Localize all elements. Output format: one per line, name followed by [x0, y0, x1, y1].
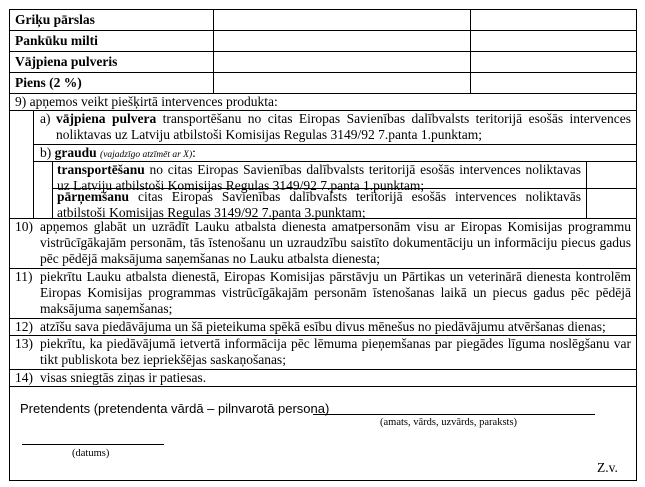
row-divider	[9, 72, 637, 73]
item-10-text: apņemos glabāt un uzrādīt Lauku atbalsta dienesta amatpersonām visu ar Eiropas Komisijas programmu vistrūcīgākajām personām, tās īstenošanu un uzraudzību saistīto dokumentāciju un informāciju piecus gadus pēc pēdējā maksājuma saņemšanas no Lauku atbalsta dienesta;	[40, 219, 631, 266]
item-9a-marker: a)	[40, 111, 51, 126]
item-9b-colon: :	[192, 145, 196, 160]
item-9b-marker: b)	[40, 145, 55, 160]
row-divider	[9, 51, 637, 52]
item-9a-rest: transportēšanu no citas Eiropas Savienības dalībvalsts teritorijā esošās intervences noliktavas uz Latviju atbilstoši Komisijas Regulas 3149/92 7.panta 1.punktam;	[56, 111, 631, 142]
product-name: Piens (2 %)	[15, 75, 82, 90]
product-name: Griķu pārslas	[15, 12, 95, 27]
row-divider	[9, 30, 637, 31]
checkbox-divider	[586, 161, 587, 218]
date-line	[22, 444, 164, 445]
item-9b2-text	[57, 189, 581, 221]
item-10-number: 10)	[15, 219, 33, 234]
item-9-heading: 9) apņemos veikt piešķirtā intervences produkta:	[15, 94, 278, 109]
seal-mark: Z.v.	[597, 460, 618, 475]
item-9a-bold: vājpiena pulvera	[56, 111, 157, 126]
item-12-number: 12)	[15, 319, 33, 334]
item-14-number: 14)	[15, 370, 33, 385]
item-14-text: visas sniegtās ziņas ir patiesas.	[40, 370, 207, 385]
column-divider	[470, 9, 471, 93]
item-9b2-bold: pārņemšanu	[57, 189, 130, 204]
item-9a-text	[56, 111, 631, 143]
item-9b2-rest: citas Eiropas Savienības dalībvalsts teritorijā esošās intervences noliktavās atbilstoši Komisijas Regulas 3149/92 7.panta 3.punktam;	[57, 189, 581, 220]
item-12-text: atzīšu sava piedāvājuma un šā pieteikuma spēkā esību divus mēnešus no piedāvājumu atvēršanas dienas;	[40, 319, 606, 334]
item-11-number: 11)	[15, 269, 33, 284]
item-9b-note: (vajadzīgo atzīmēt ar X)	[100, 150, 193, 160]
item-9b1-rest: no citas Eiropas Savienības dalībvalsts teritorijā esošās intervences noliktavas uz Latviju atbilstoši Komisijas Regulas 3149/92 7.panta 1.punktam;	[57, 162, 581, 193]
item-9b-bold: graudu	[54, 145, 97, 160]
indent-divider	[33, 110, 34, 218]
product-name: Pankūku milti	[15, 33, 98, 48]
item-9b1-bold: transportēšanu	[57, 162, 145, 177]
indent-divider	[52, 161, 53, 218]
column-divider	[213, 9, 214, 93]
product-name: Vājpiena pulveris	[15, 54, 118, 69]
applicant-label: Pretendents (pretendenta vārdā – pilnvarotā persona)	[20, 401, 330, 416]
applicant-caption: (amats, vārds, uzvārds, paraksts)	[380, 417, 518, 428]
item-13-number: 13)	[15, 336, 33, 351]
date-caption: (datums)	[72, 448, 110, 459]
item-11-text: piekrītu Lauku atbalsta dienestā, Eiropas Komisijas pārstāvju un Pārtikas un veterinārā dienesta kontrolēm Eiropas Komisijas programmas vistrūcīgākajām personām īstenošanas laikā un piecus gadus pēc pēdējā maksājuma saņemšanas;	[40, 269, 631, 316]
row-divider	[9, 386, 637, 387]
item-13-text: piekrītu, ka piedāvājumā ietvertā informācija pēc lēmuma pieņemšanas par piegādes līguma noslēgšanu var tikt publiskota bez iepriekšējas saskaņošanas;	[40, 336, 631, 367]
